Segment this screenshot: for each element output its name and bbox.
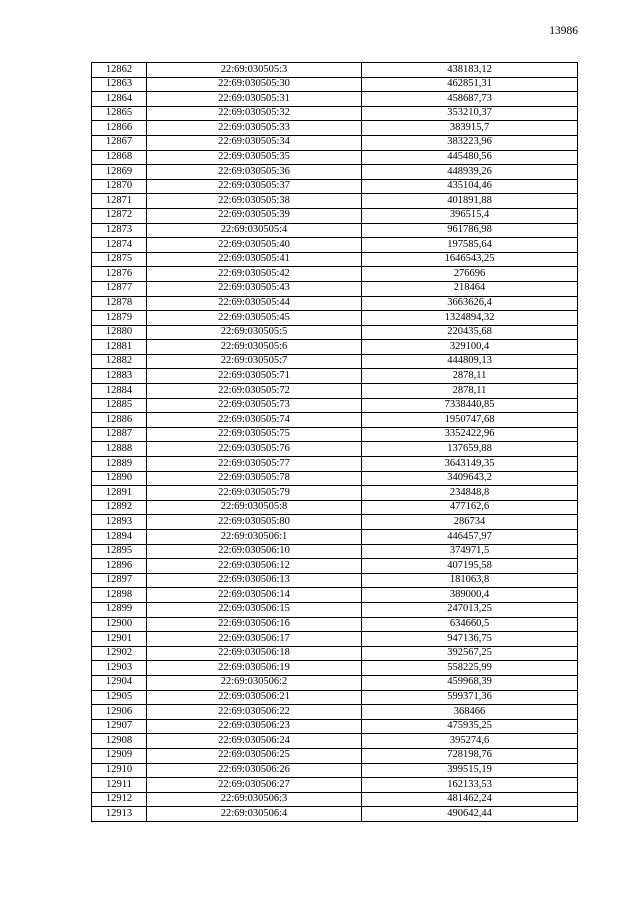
cadastral-value-cell: 435104,46 bbox=[362, 179, 578, 194]
cadastral-value-cell: 218464 bbox=[362, 281, 578, 296]
cadastral-value-cell: 197585,64 bbox=[362, 238, 578, 253]
cadastral-number-cell: 22:69:030505:78 bbox=[147, 471, 362, 486]
cadastral-number-cell: 22:69:030506:18 bbox=[147, 646, 362, 661]
cadastral-value-cell: 448939,26 bbox=[362, 165, 578, 180]
cadastral-value-cell: 383223,96 bbox=[362, 135, 578, 150]
row-number-cell: 12883 bbox=[92, 369, 147, 384]
row-number-cell: 12904 bbox=[92, 675, 147, 690]
cadastral-value-cell: 1950747,68 bbox=[362, 413, 578, 428]
cadastral-number-cell: 22:69:030505:6 bbox=[147, 340, 362, 355]
row-number-cell: 12901 bbox=[92, 632, 147, 647]
cadastral-number-cell: 22:69:030506:21 bbox=[147, 690, 362, 705]
cadastral-number-cell: 22:69:030505:3 bbox=[147, 63, 362, 78]
table-row bbox=[92, 544, 578, 559]
table-row bbox=[92, 778, 578, 793]
table-row bbox=[92, 106, 578, 121]
cadastral-number-cell: 22:69:030505:33 bbox=[147, 121, 362, 136]
row-number-cell: 12897 bbox=[92, 573, 147, 588]
cadastral-number-cell: 22:69:030506:4 bbox=[147, 807, 362, 822]
row-number-cell: 12870 bbox=[92, 179, 147, 194]
row-number-cell: 12893 bbox=[92, 515, 147, 530]
cadastral-value-cell: 599371,36 bbox=[362, 690, 578, 705]
cadastral-value-cell: 162133,53 bbox=[362, 778, 578, 793]
cadastral-value-cell: 1324894,32 bbox=[362, 311, 578, 326]
cadastral-number-cell: 22:69:030505:4 bbox=[147, 223, 362, 238]
table-row bbox=[92, 442, 578, 457]
cadastral-number-cell: 22:69:030505:39 bbox=[147, 208, 362, 223]
table-row bbox=[92, 165, 578, 180]
cadastral-value-cell: 634660,5 bbox=[362, 617, 578, 632]
cadastral-number-cell: 22:69:030505:74 bbox=[147, 413, 362, 428]
cadastral-number-cell: 22:69:030505:72 bbox=[147, 384, 362, 399]
cadastral-number-cell: 22:69:030506:22 bbox=[147, 705, 362, 720]
cadastral-number-cell: 22:69:030505:35 bbox=[147, 150, 362, 165]
table-row bbox=[92, 311, 578, 326]
cadastral-value-cell: 247013,25 bbox=[362, 602, 578, 617]
table-row bbox=[92, 296, 578, 311]
cadastral-value-cell: 458687,73 bbox=[362, 92, 578, 107]
cadastral-value-cell: 374971,5 bbox=[362, 544, 578, 559]
cadastral-number-cell: 22:69:030505:8 bbox=[147, 500, 362, 515]
table-row bbox=[92, 427, 578, 442]
table-row bbox=[92, 719, 578, 734]
table-row bbox=[92, 763, 578, 778]
cadastral-value-cell: 329100,4 bbox=[362, 340, 578, 355]
table-row bbox=[92, 559, 578, 574]
cadastral-number-cell: 22:69:030505:30 bbox=[147, 77, 362, 92]
table-row bbox=[92, 748, 578, 763]
row-number-cell: 12891 bbox=[92, 486, 147, 501]
table-row bbox=[92, 208, 578, 223]
table-row bbox=[92, 63, 578, 78]
row-number-cell: 12913 bbox=[92, 807, 147, 822]
table-row bbox=[92, 632, 578, 647]
cadastral-number-cell: 22:69:030505:71 bbox=[147, 369, 362, 384]
table-row bbox=[92, 267, 578, 282]
row-number-cell: 12911 bbox=[92, 778, 147, 793]
cadastral-number-cell: 22:69:030505:42 bbox=[147, 267, 362, 282]
table-row bbox=[92, 77, 578, 92]
cadastral-value-cell: 401891,88 bbox=[362, 194, 578, 209]
cadastral-value-cell: 407195,58 bbox=[362, 559, 578, 574]
table-row bbox=[92, 530, 578, 545]
cadastral-number-cell: 22:69:030505:44 bbox=[147, 296, 362, 311]
cadastral-number-cell: 22:69:030505:36 bbox=[147, 165, 362, 180]
cadastral-value-cell: 438183,12 bbox=[362, 63, 578, 78]
row-number-cell: 12862 bbox=[92, 63, 147, 78]
cadastral-number-cell: 22:69:030505:32 bbox=[147, 106, 362, 121]
cadastral-value-cell: 3409643,2 bbox=[362, 471, 578, 486]
cadastral-number-cell: 22:69:030505:5 bbox=[147, 325, 362, 340]
row-number-cell: 12898 bbox=[92, 588, 147, 603]
cadastral-value-cell: 444809,13 bbox=[362, 354, 578, 369]
cadastral-number-cell: 22:69:030505:34 bbox=[147, 135, 362, 150]
cadastral-value-cell: 3352422,96 bbox=[362, 427, 578, 442]
table-row bbox=[92, 369, 578, 384]
table-row bbox=[92, 457, 578, 472]
cadastral-value-cell: 1646543,25 bbox=[362, 252, 578, 267]
table-row bbox=[92, 500, 578, 515]
cadastral-value-cell: 395274,6 bbox=[362, 734, 578, 749]
table-row bbox=[92, 573, 578, 588]
table-row bbox=[92, 135, 578, 150]
cadastral-number-cell: 22:69:030506:26 bbox=[147, 763, 362, 778]
row-number-cell: 12867 bbox=[92, 135, 147, 150]
cadastral-number-cell: 22:69:030505:80 bbox=[147, 515, 362, 530]
row-number-cell: 12912 bbox=[92, 792, 147, 807]
cadastral-number-cell: 22:69:030506:19 bbox=[147, 661, 362, 676]
row-number-cell: 12865 bbox=[92, 106, 147, 121]
cadastral-number-cell: 22:69:030506:12 bbox=[147, 559, 362, 574]
cadastral-number-cell: 22:69:030505:43 bbox=[147, 281, 362, 296]
cadastral-value-cell: 947136,75 bbox=[362, 632, 578, 647]
cadastral-value-table bbox=[91, 62, 578, 822]
table-row bbox=[92, 194, 578, 209]
cadastral-number-cell: 22:69:030506:15 bbox=[147, 602, 362, 617]
cadastral-number-cell: 22:69:030505:41 bbox=[147, 252, 362, 267]
cadastral-number-cell: 22:69:030505:79 bbox=[147, 486, 362, 501]
cadastral-value-cell: 399515,19 bbox=[362, 763, 578, 778]
table-row bbox=[92, 690, 578, 705]
cadastral-value-cell: 445480,56 bbox=[362, 150, 578, 165]
cadastral-value-cell: 490642,44 bbox=[362, 807, 578, 822]
table-row bbox=[92, 413, 578, 428]
cadastral-value-cell: 2878,11 bbox=[362, 384, 578, 399]
cadastral-value-cell: 234848,8 bbox=[362, 486, 578, 501]
cadastral-value-cell: 446457,97 bbox=[362, 530, 578, 545]
row-number-cell: 12908 bbox=[92, 734, 147, 749]
cadastral-number-cell: 22:69:030506:24 bbox=[147, 734, 362, 749]
cadastral-number-cell: 22:69:030505:38 bbox=[147, 194, 362, 209]
row-number-cell: 12905 bbox=[92, 690, 147, 705]
row-number-cell: 12884 bbox=[92, 384, 147, 399]
table-row bbox=[92, 661, 578, 676]
cadastral-number-cell: 22:69:030505:40 bbox=[147, 238, 362, 253]
row-number-cell: 12903 bbox=[92, 661, 147, 676]
row-number-cell: 12875 bbox=[92, 252, 147, 267]
table-body bbox=[92, 63, 578, 822]
row-number-cell: 12896 bbox=[92, 559, 147, 574]
table-row bbox=[92, 807, 578, 822]
cadastral-value-cell: 3663626,4 bbox=[362, 296, 578, 311]
page-number: 13986 bbox=[549, 25, 578, 37]
row-number-cell: 12878 bbox=[92, 296, 147, 311]
cadastral-number-cell: 22:69:030506:10 bbox=[147, 544, 362, 559]
cadastral-number-cell: 22:69:030506:13 bbox=[147, 573, 362, 588]
table-row bbox=[92, 705, 578, 720]
table-row bbox=[92, 471, 578, 486]
cadastral-value-cell: 353210,37 bbox=[362, 106, 578, 121]
row-number-cell: 12868 bbox=[92, 150, 147, 165]
table-row bbox=[92, 792, 578, 807]
cadastral-number-cell: 22:69:030506:25 bbox=[147, 748, 362, 763]
row-number-cell: 12872 bbox=[92, 208, 147, 223]
table-row bbox=[92, 602, 578, 617]
row-number-cell: 12863 bbox=[92, 77, 147, 92]
row-number-cell: 12899 bbox=[92, 602, 147, 617]
cadastral-number-cell: 22:69:030505:77 bbox=[147, 457, 362, 472]
cadastral-value-cell: 383915,7 bbox=[362, 121, 578, 136]
table-row bbox=[92, 223, 578, 238]
cadastral-value-cell: 462851,31 bbox=[362, 77, 578, 92]
row-number-cell: 12894 bbox=[92, 530, 147, 545]
table-row bbox=[92, 238, 578, 253]
row-number-cell: 12866 bbox=[92, 121, 147, 136]
table-row bbox=[92, 325, 578, 340]
row-number-cell: 12881 bbox=[92, 340, 147, 355]
table-row bbox=[92, 384, 578, 399]
cadastral-value-cell: 558225,99 bbox=[362, 661, 578, 676]
cadastral-value-cell: 7338440,85 bbox=[362, 398, 578, 413]
row-number-cell: 12877 bbox=[92, 281, 147, 296]
cadastral-value-cell: 389000,4 bbox=[362, 588, 578, 603]
row-number-cell: 12882 bbox=[92, 354, 147, 369]
table-row bbox=[92, 354, 578, 369]
row-number-cell: 12910 bbox=[92, 763, 147, 778]
cadastral-value-cell: 396515,4 bbox=[362, 208, 578, 223]
cadastral-value-cell: 3643149,35 bbox=[362, 457, 578, 472]
cadastral-value-cell: 368466 bbox=[362, 705, 578, 720]
cadastral-value-cell: 961786,98 bbox=[362, 223, 578, 238]
table-row bbox=[92, 150, 578, 165]
table-row bbox=[92, 179, 578, 194]
row-number-cell: 12880 bbox=[92, 325, 147, 340]
row-number-cell: 12907 bbox=[92, 719, 147, 734]
row-number-cell: 12902 bbox=[92, 646, 147, 661]
cadastral-number-cell: 22:69:030505:45 bbox=[147, 311, 362, 326]
row-number-cell: 12909 bbox=[92, 748, 147, 763]
row-number-cell: 12906 bbox=[92, 705, 147, 720]
table-row bbox=[92, 340, 578, 355]
cadastral-value-cell: 459968,39 bbox=[362, 675, 578, 690]
cadastral-value-cell: 220435,68 bbox=[362, 325, 578, 340]
cadastral-value-cell: 481462,24 bbox=[362, 792, 578, 807]
cadastral-value-cell: 286734 bbox=[362, 515, 578, 530]
cadastral-number-cell: 22:69:030506:3 bbox=[147, 792, 362, 807]
table-row bbox=[92, 675, 578, 690]
row-number-cell: 12871 bbox=[92, 194, 147, 209]
cadastral-number-cell: 22:69:030506:2 bbox=[147, 675, 362, 690]
cadastral-number-cell: 22:69:030506:17 bbox=[147, 632, 362, 647]
cadastral-value-cell: 392567,25 bbox=[362, 646, 578, 661]
cadastral-number-cell: 22:69:030506:23 bbox=[147, 719, 362, 734]
row-number-cell: 12895 bbox=[92, 544, 147, 559]
cadastral-number-cell: 22:69:030505:75 bbox=[147, 427, 362, 442]
cadastral-number-cell: 22:69:030506:14 bbox=[147, 588, 362, 603]
cadastral-number-cell: 22:69:030505:76 bbox=[147, 442, 362, 457]
cadastral-value-cell: 728198,76 bbox=[362, 748, 578, 763]
cadastral-value-cell: 181063,8 bbox=[362, 573, 578, 588]
row-number-cell: 12889 bbox=[92, 457, 147, 472]
cadastral-value-cell: 475935,25 bbox=[362, 719, 578, 734]
table-row bbox=[92, 734, 578, 749]
row-number-cell: 12864 bbox=[92, 92, 147, 107]
cadastral-value-cell: 2878,11 bbox=[362, 369, 578, 384]
table-row bbox=[92, 252, 578, 267]
row-number-cell: 12885 bbox=[92, 398, 147, 413]
cadastral-number-cell: 22:69:030505:37 bbox=[147, 179, 362, 194]
row-number-cell: 12879 bbox=[92, 311, 147, 326]
table-row bbox=[92, 92, 578, 107]
cadastral-number-cell: 22:69:030506:1 bbox=[147, 530, 362, 545]
cadastral-value-cell: 276696 bbox=[362, 267, 578, 282]
row-number-cell: 12890 bbox=[92, 471, 147, 486]
row-number-cell: 12900 bbox=[92, 617, 147, 632]
row-number-cell: 12876 bbox=[92, 267, 147, 282]
row-number-cell: 12873 bbox=[92, 223, 147, 238]
table-row bbox=[92, 646, 578, 661]
table-row bbox=[92, 398, 578, 413]
cadastral-number-cell: 22:69:030505:73 bbox=[147, 398, 362, 413]
cadastral-value-cell: 137659,88 bbox=[362, 442, 578, 457]
table-row bbox=[92, 486, 578, 501]
table-row bbox=[92, 121, 578, 136]
cadastral-number-cell: 22:69:030505:31 bbox=[147, 92, 362, 107]
row-number-cell: 12888 bbox=[92, 442, 147, 457]
row-number-cell: 12892 bbox=[92, 500, 147, 515]
row-number-cell: 12886 bbox=[92, 413, 147, 428]
row-number-cell: 12874 bbox=[92, 238, 147, 253]
table-row bbox=[92, 515, 578, 530]
row-number-cell: 12887 bbox=[92, 427, 147, 442]
cadastral-number-cell: 22:69:030506:16 bbox=[147, 617, 362, 632]
row-number-cell: 12869 bbox=[92, 165, 147, 180]
table-row bbox=[92, 617, 578, 632]
cadastral-number-cell: 22:69:030506:27 bbox=[147, 778, 362, 793]
cadastral-number-cell: 22:69:030505:7 bbox=[147, 354, 362, 369]
table-row bbox=[92, 588, 578, 603]
table-row bbox=[92, 281, 578, 296]
cadastral-value-cell: 477162,6 bbox=[362, 500, 578, 515]
